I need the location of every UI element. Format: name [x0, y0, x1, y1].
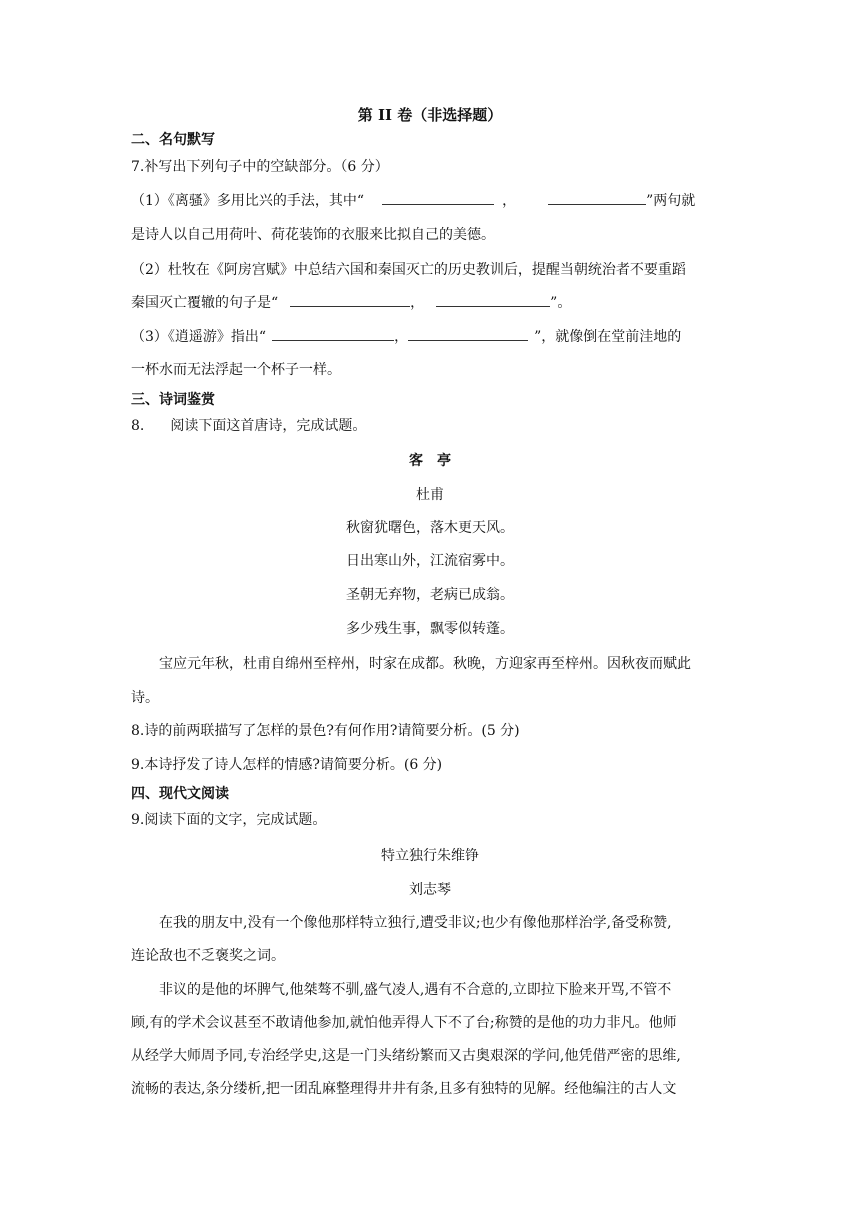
poem-line: 圣朝无弃物，老病已成翁。: [346, 587, 514, 603]
q7-item3-text-a: （3）《逍遥游》指出“: [131, 329, 267, 345]
answer-blank[interactable]: [290, 292, 410, 307]
q7-item3-text-b: ”，就像倒在堂前洼地的: [534, 329, 682, 345]
q7-item3-comma: ，: [394, 329, 409, 345]
answer-blank[interactable]: [382, 190, 494, 205]
q8-stem: [131, 416, 366, 436]
q7-item2-line1: （2）杜牧在《阿房宫赋》中总结六国和秦国灭亡的历史教训后，提醒当朝统治者不要重蹈: [131, 262, 686, 278]
section-heading-4: 四、现代文阅读: [131, 786, 229, 802]
article-author: 刘志琴: [409, 882, 451, 898]
question-9: 9.本诗抒发了诗人怎样的情感?请简要分析。(6 分): [131, 757, 443, 773]
answer-blank[interactable]: [548, 190, 646, 205]
q8-stem-text: 阅读下面这首唐诗，完成试题。: [170, 418, 367, 434]
q7-item1-comma: ，: [502, 193, 517, 209]
article-para2-line3: 从经学大师周予同,专治经学史,这是一门头绪纷繁而又古奥艰深的学问,他凭借严密的思维,: [131, 1048, 681, 1064]
poem-note-line2: 诗。: [131, 690, 159, 706]
article-para2-line2: 顾,有的学术会议甚至不敢请他参加,就怕他弄得人下不了台;称赞的是他的功力非凡。他师: [131, 1015, 677, 1031]
question-8: 8.诗的前两联描写了怎样的景色?有何作用?请简要分析。(5 分): [131, 723, 520, 739]
q7-item1-line2: 是诗人以自己用荷叶、荷花装饰的衣服来比拟自己的美德。: [131, 227, 495, 243]
article-para2-line1: 非议的是他的坏脾气,他桀骜不驯,盛气凌人,遇有不合意的,立即拉下脸来开骂,不管不: [159, 982, 672, 998]
q7-stem: 7.补写出下列句子中的空缺部分。（6 分）: [131, 159, 389, 175]
poem-line: 多少残生事，飘零似转蓬。: [346, 621, 514, 637]
q7-item2-line2: [131, 292, 571, 313]
article-para1-line2: 连论敌也不乏褒奖之词。: [131, 948, 285, 964]
answer-blank[interactable]: [436, 292, 550, 307]
q7-item3-line2: 一杯水而无法浮起一个杯子一样。: [131, 362, 341, 378]
article-para2-line4: 流畅的表达,条分缕析,把一团乱麻整理得井井有条,且多有独特的见解。经他编注的古人文: [131, 1081, 677, 1097]
part-title: 第 II 卷（非选择题）: [357, 106, 503, 124]
article-para1-line1: 在我的朋友中,没有一个像他那样特立独行,遭受非议;也少有像他那样治学,备受称赞,: [159, 915, 672, 931]
q7-item2-text-b: 秦国灭亡覆辙的句子是“: [131, 295, 279, 311]
answer-blank[interactable]: [408, 326, 528, 341]
q7-item2-comma: ，: [410, 295, 425, 311]
q9-stem: 9.阅读下面的文字，完成试题。: [131, 812, 327, 828]
answer-blank[interactable]: [272, 326, 394, 341]
section-heading-3: 三、诗词鉴赏: [131, 392, 215, 408]
q7-item1-text-b: ”两句就: [646, 193, 696, 209]
q7-item1-text-a: （1）《离骚》多用比兴的手法，其中“: [131, 193, 365, 209]
poem-line: 日出寒山外，江流宿雾中。: [346, 553, 514, 569]
poem-author: 杜甫: [416, 487, 444, 503]
q7-item3-line1: [131, 326, 681, 347]
q8-stem-number: 8.: [131, 418, 145, 434]
poem-line: 秋窗犹曙色，落木更天风。: [346, 520, 514, 536]
q7-item2-text-c: ”。: [550, 295, 572, 311]
section-heading-2: 二、名句默写: [131, 132, 215, 148]
article-title: 特立独行朱维铮: [381, 848, 479, 864]
q7-item1-line1: [131, 190, 695, 211]
poem-note-line1: 宝应元年秋，杜甫自绵州至梓州，时家在成都。秋晚，方迎家再至梓州。因秋夜而赋此: [159, 656, 691, 672]
poem-title: 客 亭: [409, 453, 451, 469]
